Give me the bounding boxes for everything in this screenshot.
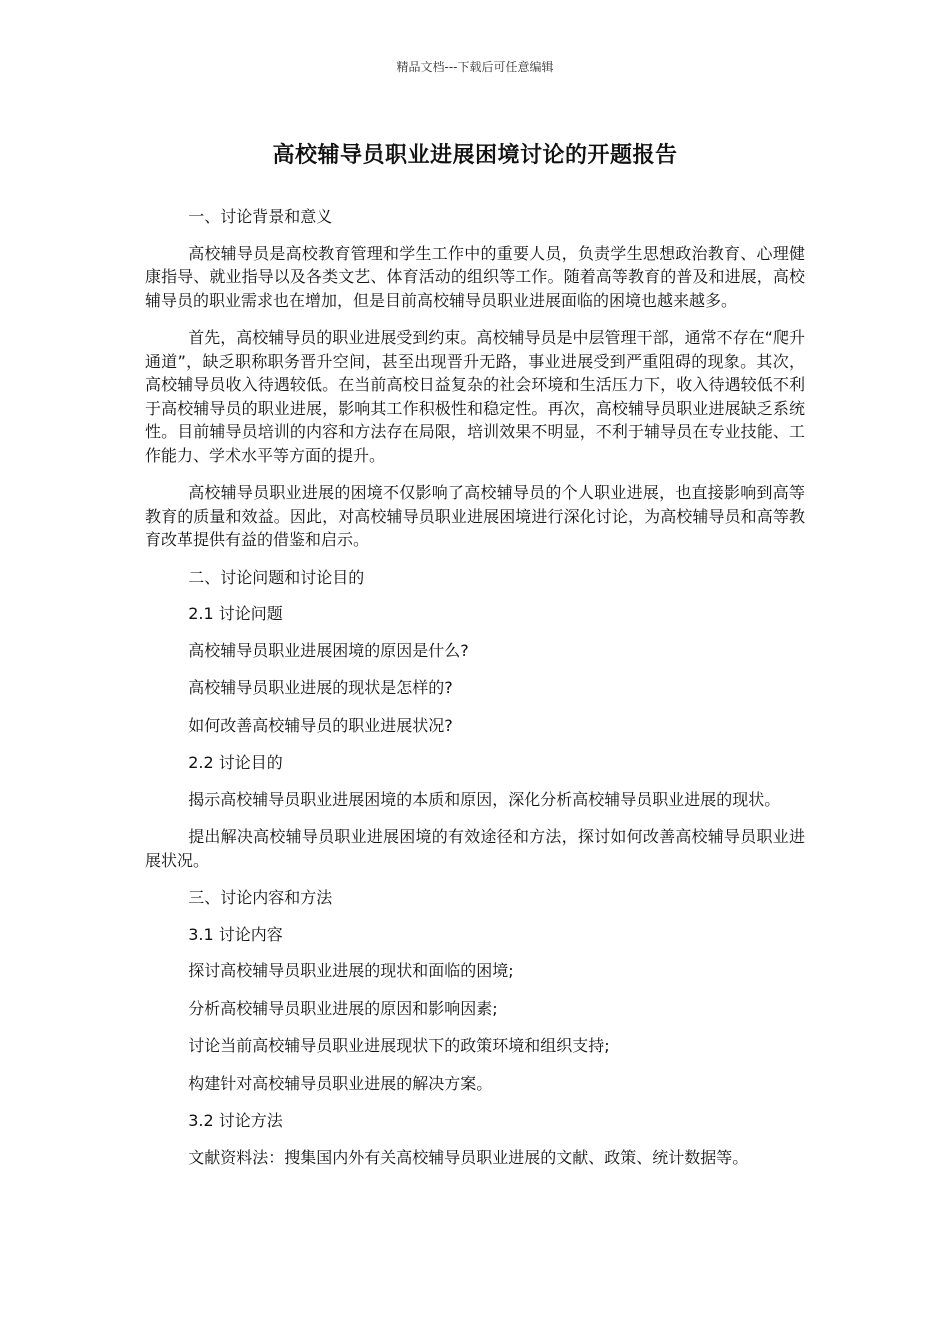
section-2-heading: 二、讨论问题和讨论目的 bbox=[188, 567, 365, 587]
research-content-item-4: 构建针对高校辅导员职业进展的解决方案。 bbox=[188, 1073, 493, 1093]
research-content-item-3: 讨论当前高校辅导员职业进展现状下的政策环境和组织支持; bbox=[188, 1036, 610, 1055]
research-question-3: 如何改善高校辅导员的职业进展状况? bbox=[188, 715, 453, 735]
page-header-note: 精品文档---下载后可任意编辑 bbox=[396, 60, 554, 74]
section-2-1-heading: 2.1 讨论问题 bbox=[188, 604, 283, 623]
research-method-1: 文献资料法：搜集国内外有关高校辅导员职业进展的文献、政策、统计数据等。 bbox=[188, 1147, 749, 1167]
research-purpose-1: 揭示高校辅导员职业进展困境的本质和原因，深化分析高校辅导员职业进展的现状。 bbox=[188, 789, 781, 809]
document-title: 高校辅导员职业进展困境讨论的开题报告 bbox=[272, 143, 678, 168]
section-2-2-heading: 2.2 讨论目的 bbox=[188, 753, 283, 772]
section-1-paragraph-1: 高校辅导员是高校教育管理和学生工作中的重要人员，负责学生思想政治教育、心理健康指导、就业指导以及各类文艺、体育活动的组织等工作。随着高等教育的普及和进展，高校辅导员的职业需求也在增加，但是目前高校辅导员职业进展面临的困境也越来越多。 bbox=[145, 243, 805, 310]
document-body bbox=[145, 205, 805, 1183]
research-question-2: 高校辅导员职业进展的现状是怎样的? bbox=[188, 678, 453, 697]
section-3-heading: 三、讨论内容和方法 bbox=[188, 888, 333, 907]
research-content-item-2: 分析高校辅导员职业进展的原因和影响因素; bbox=[188, 998, 498, 1018]
research-question-1: 高校辅导员职业进展困境的原因是什么? bbox=[188, 640, 469, 660]
section-3-1-heading: 3.1 讨论内容 bbox=[188, 924, 283, 944]
section-1-paragraph-3: 高校辅导员职业进展的困境不仅影响了高校辅导员的个人职业进展，也直接影响到高等教育的质量和效益。因此，对高校辅导员职业进展困境进行深化讨论，为高校辅导员和高等教育改革提供有益的借鉴和启示。 bbox=[145, 483, 805, 549]
section-1-heading: 一、讨论背景和意义 bbox=[188, 207, 333, 226]
research-content-item-1: 探讨高校辅导员职业进展的现状和面临的困境; bbox=[188, 961, 514, 980]
section-3-2-heading: 3.2 讨论方法 bbox=[188, 1111, 283, 1130]
section-1-paragraph-2: 首先，高校辅导员的职业进展受到约束。高校辅导员是中层管理干部，通常不存在“爬升通道”，缺乏职称职务晋升空间，甚至出现晋升无路，事业进展受到严重阻碍的现象。其次，高校辅导员收入待遇较低。在当前高校日益复杂的社会环境和生活压力下，收入待遇较低不利于高校辅导员的职业进展，影响其工作积极性和稳定性。再次，高校辅导员职业进展缺乏系统性。目前辅导员培训的内容和方法存在局限，培训效果不明显，不利于辅导员在专业技能、工作能力、学术水平等方面的提升。 bbox=[145, 328, 805, 465]
research-purpose-2: 提出解决高校辅导员职业进展困境的有效途径和方法，探讨如何改善高校辅导员职业进展状况。 bbox=[145, 827, 805, 870]
